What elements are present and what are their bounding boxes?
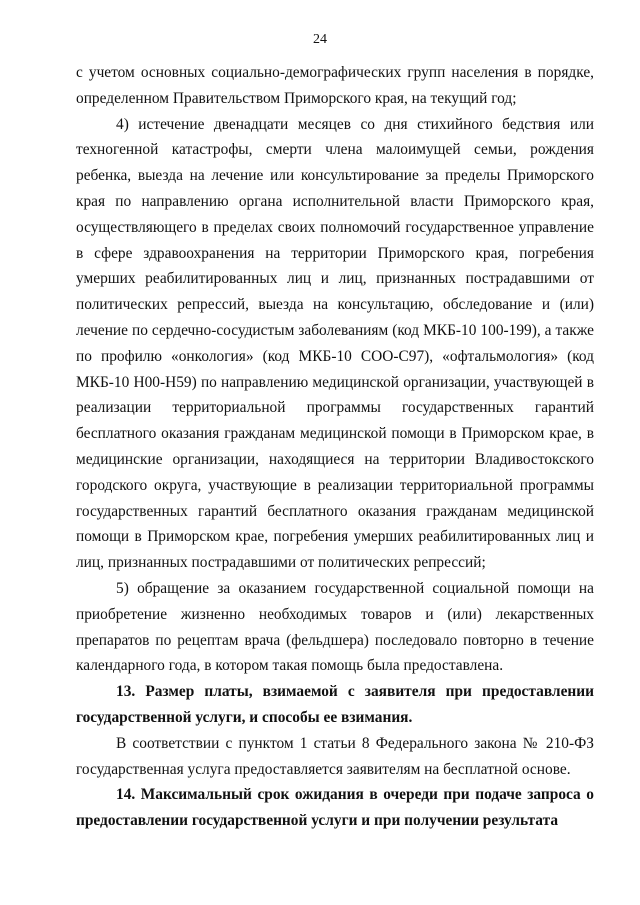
section-heading-13: 13. Размер платы, взимаемой с заявителя при предоставлении государственной услуги, и способы ее взимания. (76, 683, 594, 726)
paragraph-section-13-body: В соответствии с пунктом 1 статьи 8 Федерального закона № 210-ФЗ государственная услуга предоставляется заявителям на бесплатной основе. (76, 734, 594, 778)
paragraph-continuation: с учетом основных социально-демографических групп населения в порядке, определенном Правительством Приморского края, на текущий год; (76, 64, 594, 107)
paragraph-item-4: 4) истечение двенадцати месяцев со дня стихийного бедствия или техногенной катастрофы, смерти члена малоимущей семьи, рождения ребенка, выезда на лечение или консультирование за пределы Приморского края по направлению органа исполнительной власти Приморского края, осуществляющего в пределах своих полномочий государственное управление в сфере здравоохранения на территории Приморского края, погребения умерших реабилитированных лиц и лиц, признанных пострадавшими от политических репрессий, выезда на консультацию, обследование и (или) лечение по сердечно-сосудистым заболеваниям (код МКБ-10 100-199), а также по профилю «онкология» (код МКБ-10 СОО-С97), «офтальмология» (код МКБ-10 Н00-Н59) по направлению медицинской организации, участвующей в реализации территориальной программы государственных гарантий бесплатного оказания гражданам медицинской помощи в Приморском крае, в медицинские организации, находящиеся на территории Владивостокского городского округа, участвующие в реализации территориальной программы государственных гарантий бесплатного оказания гражданам медицинской помощи в Приморском крае, погребения умерших реабилитированных лиц и лиц, признанных пострадавшими от политических репрессий; (76, 115, 594, 572)
page-number: 24 (313, 32, 327, 47)
document-body (76, 60, 594, 834)
paragraph-item-5: 5) обращение за оказанием государственной социальной помощи на приобретение жизненно необходимых товаров и (или) лекарственных препаратов по рецептам врача (фельдшера) последовало повторно в течение календарного года, в котором такая помощь была предоставлена. (76, 579, 594, 675)
section-heading-14: 14. Максимальный срок ожидания в очереди при подаче запроса о предоставлении государственной услуги и при получении результата (76, 786, 594, 830)
